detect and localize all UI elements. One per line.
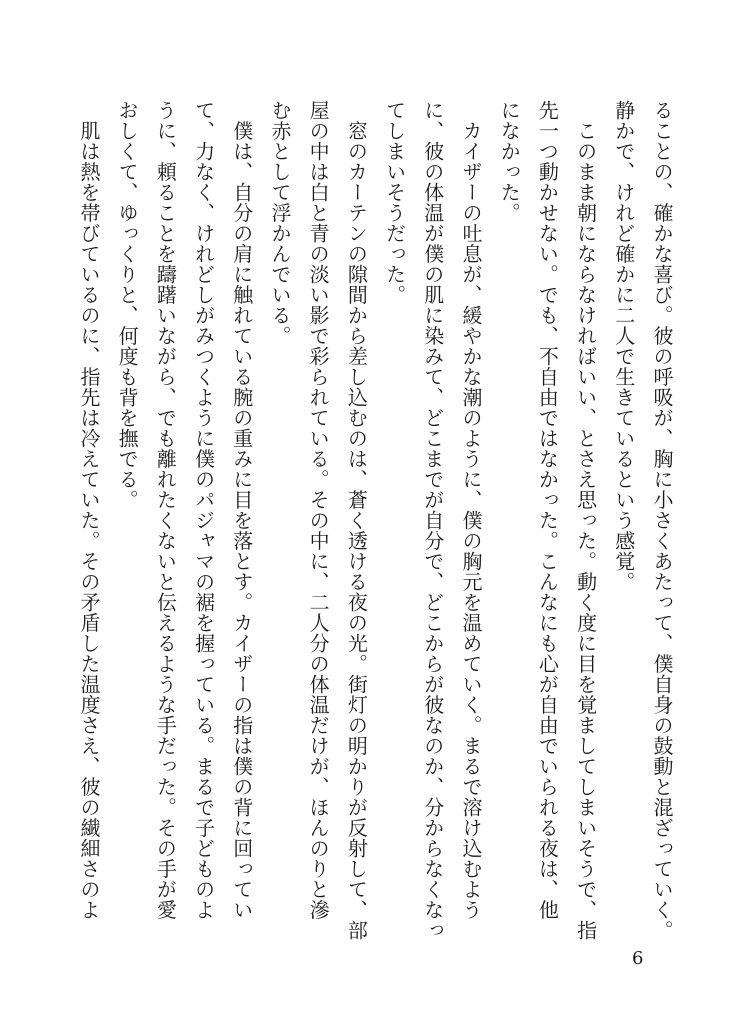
text-line: 屋の中は白と青の淡い影で彩られている。その中に、二人分の体温だけが、ほんのりと滲 — [306, 100, 331, 920]
text-line: て、力なく、けれどしがみつくように僕のパジャマの裾を握っている。まるで子どものよ — [191, 100, 216, 920]
text-line: に、彼の体温が僕の肌に染みて、どこまでが自分で、どこからが彼なのか、分からなくなっ — [420, 100, 445, 941]
text-line: 静かで、けれど確かに二人で生きているという感覚。 — [611, 100, 636, 592]
text-line: 肌は熱を帯びているのに、指先は冷えていた。その矛盾した温度さえ、彼の繊細さのよ — [76, 100, 101, 920]
text-line: カイザーの吐息が、緩やかな潮のように、僕の胸元を温めていく。まるで溶け込むよう — [458, 100, 483, 920]
text-line: 僕は、自分の肩に触れている腕の重みに目を落とす。カイザーの指は僕の背に回ってい — [229, 100, 254, 920]
text-line: ることの、確かな喜び。彼の呼吸が、胸に小さくあたって、僕自身の鼓動と混ざっていく。 — [650, 100, 674, 941]
text-line: になかった。 — [497, 100, 522, 223]
text-line: む赤として浮かんでいる。 — [267, 100, 292, 346]
vertical-text-body — [70, 100, 681, 941]
text-line: このまま朝にならなければいい、とさえ思った。動く度に目を覚ましてしまいそうで、指 — [573, 100, 598, 941]
text-line: 先一つ動かせない。でも、不自由ではなかった。こんなにも心が自由でいられる夜は、他 — [535, 100, 560, 920]
page-number: 6 — [632, 948, 644, 969]
text-line: おしくて、ゆっくりと、何度も背を撫でる。 — [115, 100, 140, 510]
text-line: うに、頼ることを躊躇いながら、でも離れたくないと伝えるような手だった。その手が愛 — [153, 100, 178, 920]
text-line: てしまいそうだった。 — [382, 100, 407, 305]
text-line: 窓のカーテンの隙間から差し込むのは、蒼く透ける夜の光。街灯の明かりが反射して、部 — [344, 100, 369, 941]
